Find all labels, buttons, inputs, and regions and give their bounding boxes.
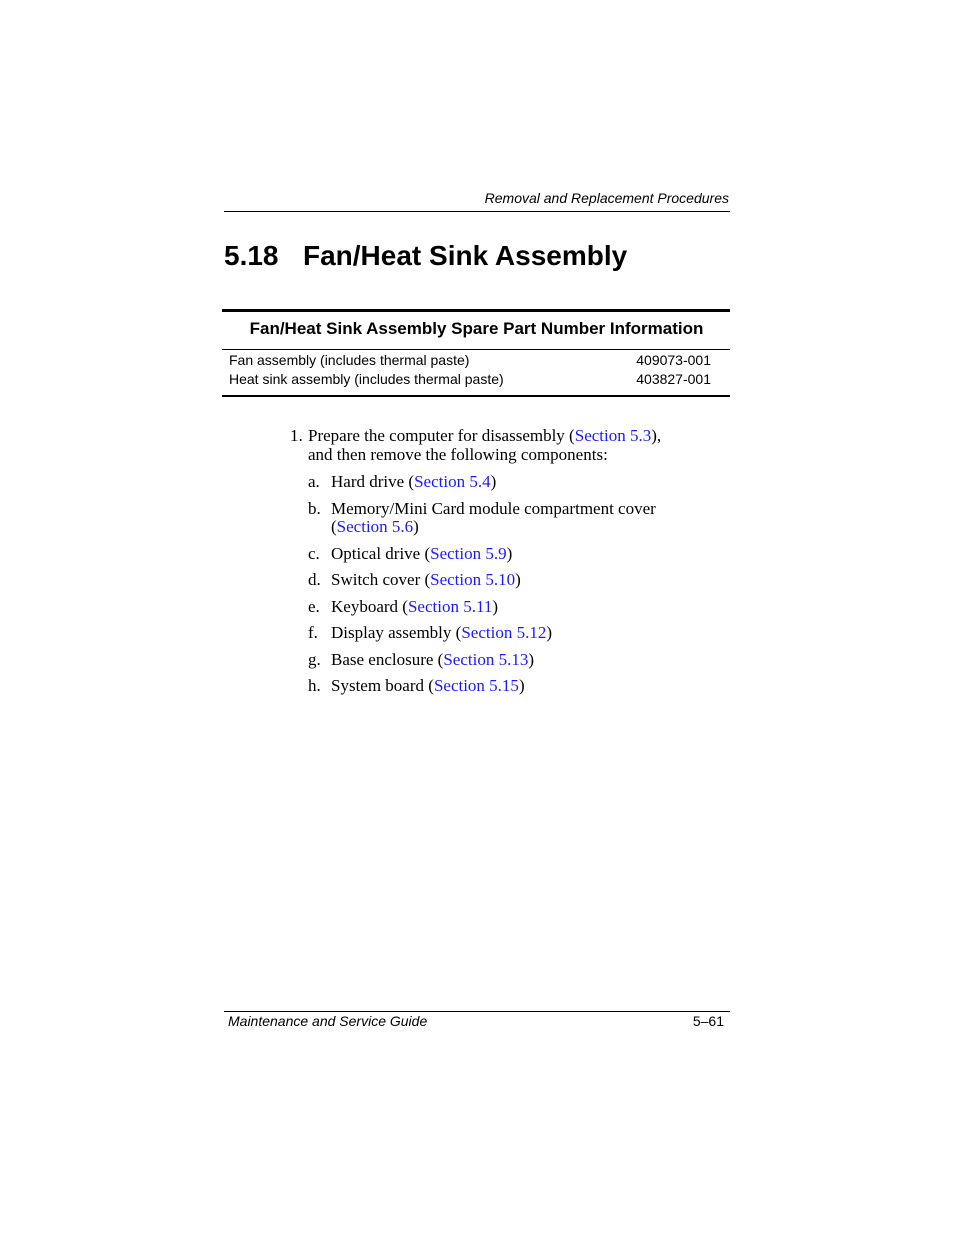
footer-guide-title: Maintenance and Service Guide	[228, 1013, 428, 1029]
item-text: Display assembly (	[331, 623, 462, 642]
item-close: )	[490, 472, 497, 491]
list-item	[308, 499, 656, 536]
list-item	[308, 623, 552, 642]
item-text: Switch cover (	[331, 570, 431, 589]
item-letter: a.	[308, 472, 320, 491]
section-link[interactable]: Section 5.13	[443, 650, 529, 669]
section-link[interactable]: Section 5.9	[430, 544, 507, 563]
item-continuation	[331, 517, 419, 536]
item-close: )	[515, 570, 521, 589]
table-caption: Fan/Heat Sink Assembly Spare Part Number Information	[249, 319, 704, 338]
part-description: Fan assembly (includes thermal paste)	[229, 352, 470, 368]
step-list	[290, 426, 661, 464]
item-close: )	[528, 650, 535, 669]
step-item	[290, 426, 661, 445]
item-close: )	[546, 623, 552, 642]
item-close: )	[518, 676, 525, 695]
table-row	[229, 371, 711, 387]
page-number: 5–61	[692, 1013, 724, 1029]
item-letter: d.	[308, 570, 321, 589]
step-continuation: and then remove the following components:	[308, 445, 608, 464]
list-item	[308, 570, 521, 589]
list-item	[308, 650, 534, 669]
part-number: 409073-001	[636, 352, 711, 368]
item-text: Hard drive (	[331, 472, 415, 491]
step-text-after: ),	[651, 426, 662, 445]
list-item	[308, 676, 525, 695]
footer-rule	[224, 1011, 730, 1012]
section-title-text: Fan/Heat Sink Assembly	[303, 240, 628, 271]
item-text: Base enclosure (	[331, 650, 444, 669]
item-text: System board (	[331, 676, 434, 695]
item-close: )	[506, 544, 513, 563]
list-item	[308, 544, 512, 563]
section-link[interactable]: Section 5.15	[433, 676, 519, 695]
item-letter: h.	[308, 676, 321, 695]
table-header-rule	[222, 349, 730, 350]
section-link[interactable]: Section 5.11	[407, 597, 493, 616]
running-header: Removal and Replacement Procedures	[484, 190, 729, 206]
item-letter: f.	[308, 623, 318, 642]
item-letter: e.	[308, 597, 320, 616]
item-text: Optical drive (	[331, 544, 431, 563]
section-number: 5.18	[224, 240, 279, 271]
section-title	[224, 240, 627, 272]
item-letter: c.	[308, 544, 320, 563]
section-link[interactable]: Section 5.12	[461, 623, 547, 642]
item-text: Keyboard (	[331, 597, 408, 616]
part-number: 403827-001	[636, 371, 711, 387]
item-letter: b.	[308, 499, 321, 518]
item-open: (	[331, 517, 337, 536]
section-link[interactable]: Section 5.6	[336, 517, 414, 536]
part-description: Heat sink assembly (includes thermal paste)	[229, 371, 504, 387]
list-item	[308, 472, 496, 491]
section-link[interactable]: Section 5.10	[430, 570, 516, 589]
section-link[interactable]: Section 5.3	[574, 426, 652, 445]
header-rule	[224, 211, 730, 212]
table-top-rule	[222, 309, 730, 312]
item-letter: g.	[308, 650, 321, 669]
section-link[interactable]: Section 5.4	[414, 472, 491, 491]
step-text: Prepare the computer for disassembly (	[308, 426, 575, 445]
step-number: 1.	[290, 426, 303, 445]
table-bottom-rule	[222, 395, 730, 397]
item-close: )	[413, 517, 419, 536]
item-close: )	[492, 597, 498, 616]
list-item	[308, 597, 498, 616]
item-text: Memory/Mini Card module compartment cover	[331, 499, 656, 518]
table-row	[229, 352, 711, 368]
